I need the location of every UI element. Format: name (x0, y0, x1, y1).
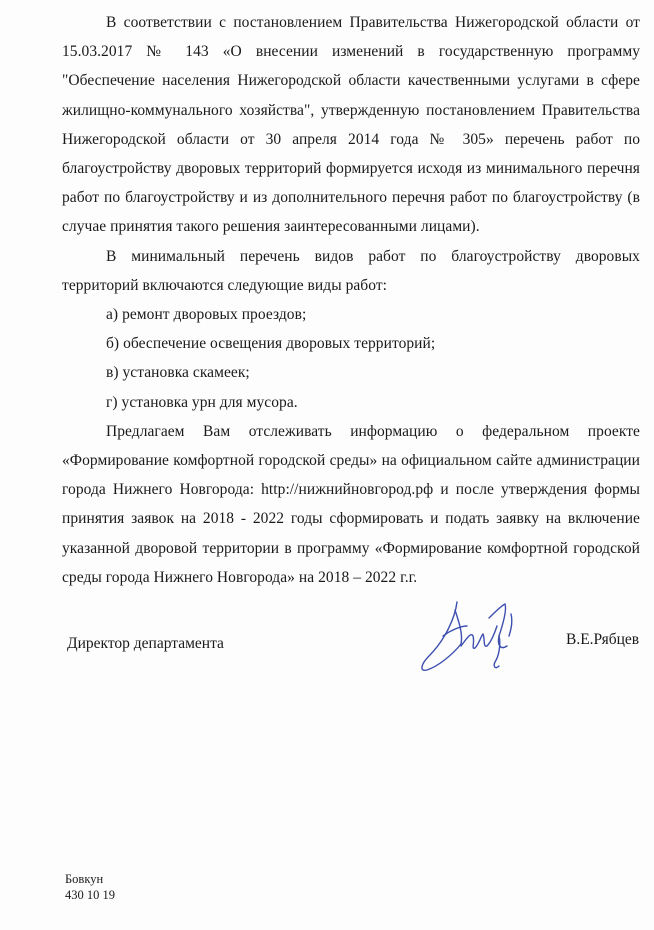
signatory-name: В.Е.Рябцев (566, 631, 640, 648)
executor-info (65, 871, 115, 903)
letter-body (62, 8, 640, 592)
list-item: б) обеспечение освещения дворовых территорий; (106, 335, 436, 353)
paragraph-minimal-list-intro: В минимальный перечень видов работ по благоустройству дворовых территорий включаются следующие виды работ: (62, 247, 640, 294)
list-item: в) установка скамеек; (106, 364, 250, 382)
list-item: а) ремонт дворовых проездов; (106, 306, 307, 324)
executor-name: Бовкун (65, 872, 104, 886)
executor-phone: 430 10 19 (65, 888, 115, 902)
paragraph-legal-basis: В соответствии с постановлением Правительства Нижегородской области от 15.03.2017 № 143 «О внесении изменений в государственную программу "Обеспечение населения Нижегородской области качественными услугами в сфере жилищно-коммунального хозяйства", утвержденную постановлением Правительства Нижегородской области от 30 апреля 2014 года № 305» перечень работ по благоустройству дворовых территорий формируется исходя из минимального перечня работ по благоустройству и из дополнительного перечня работ по благоустройству (в случае принятия такого решения заинтересованными лицами). (62, 14, 640, 236)
paragraph-proposal: Предлагаем Вам отслеживать информацию о федеральном проекте «Формирование комфортной городской среды» на официальном сайте администрации города Нижнего Новгорода: http://нижнийновгород.рф и после утверждения формы принятия заявок на 2018 - 2022 годы сформировать и подать заявку на включение указанной дворовой территории в программу «Формирование комфортной городской среды города Нижнего Новгорода» на 2018 – 2022 г.г. (62, 422, 640, 586)
signatory-title: Директор департамента (67, 635, 224, 652)
list-item: г) установка урн для мусора. (106, 393, 298, 411)
handwritten-signature (415, 596, 525, 688)
